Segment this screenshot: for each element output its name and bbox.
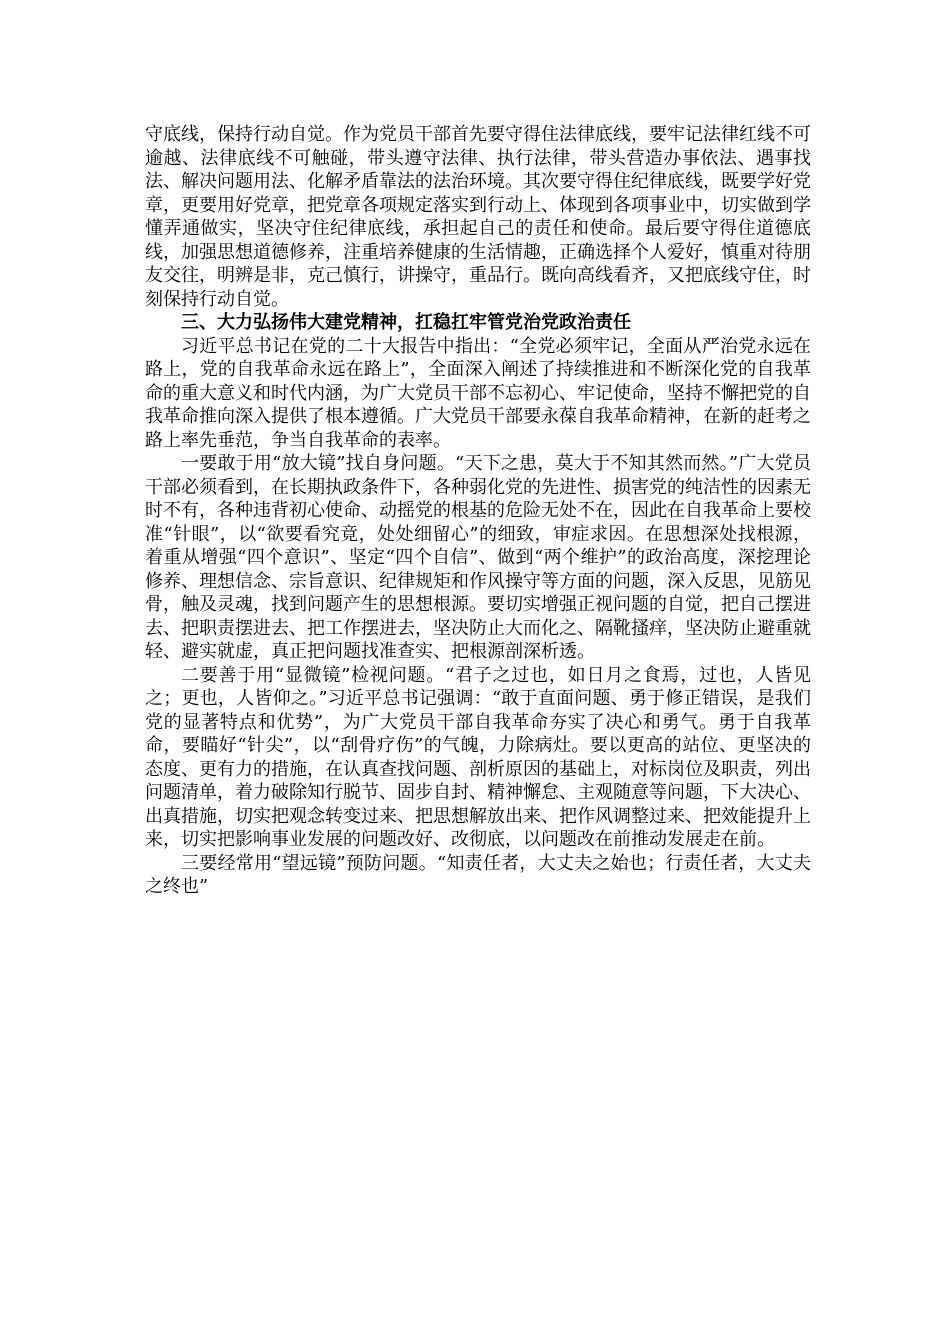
document-body bbox=[145, 123, 811, 899]
paragraph-microscope: 二要善于用“显微镜”检视问题。“君子之过也，如日月之食焉，过也，人皆见之；更也，人皆仰之。”习近平总书记强调：“敢于直面问题、勇于修正错误，是我们党的显著特点和优势”，为广大党员干部自我革命夯实了决心和勇气。勇于自我革命，要瞄好“针尖”，以“刮骨疗伤”的气魄，力除病灶。要以更高的站位、更坚决的态度、更有力的措施，在认真查找问题、剖析原因的基础上，对标岗位及职责，列出问题清单，着力破除知行脱节、固步自封、精神懈怠、主观随意等问题，下大决心、出真措施，切实把观念转变过来、把思想解放出来、把作风调整过来、把效能提升上来，切实把影响事业发展的问题改好、改彻底，以问题改在前推动发展走在前。 bbox=[145, 664, 811, 850]
paragraph-bottom-line: 守底线，保持行动自觉。作为党员干部首先要守得住法律底线，要牢记法律红线不可逾越、法律底线不可触碰，带头遵守法律、执行法律，带头营造办事依法、遇事找法、解决问题用法、化解矛盾靠法的法治环境。其次要守得住纪律底线，既要学好党章，更要用好党章，把党章各项规定落实到行动上、体现到各项事业中，切实做到学懂弄通做实，坚决守住纪律底线，承担起自己的责任和使命。最后要守得住道德底线，加强思想道德修养，注重培养健康的生活情趣，正确选择个人爱好，慎重对待朋友交往，明辨是非，克己慎行，讲操守，重品行。既向高线看齐，又把底线守住，时刻保持行动自觉。 bbox=[145, 124, 811, 310]
paragraph-telescope: 三要经常用“望远镜”预防问题。“知责任者，大丈夫之始也；行责任者，大丈夫之终也” bbox=[145, 852, 811, 897]
section-heading-three: 三、大力弘扬伟大建党精神，扛稳扛牢管党治党政治责任 bbox=[181, 312, 631, 333]
paragraph-magnifying-glass: 一要敢于用“放大镜”找自身问题。“天下之患，莫大于不知其然而然。”广大党员干部必须看到，在长期执政条件下，各种弱化党的先进性、损害党的纯洁性的因素无时不有，各种违背初心使命、动摇党的根基的危险无处不在，因此在自我革命上要校准“针眼”，以“欲要看究竟，处处细留心”的细致，审症求因。在思想深处找根源，着重从增强“四个意识”、坚定“四个自信”、做到“两个维护”的政治高度，深挖理论修养、理想信念、宗旨意识、纪律规矩和作风操守等方面的问题，深入反思，见筋见骨，触及灵魂，找到问题产生的思想根源。要切实增强正视问题的自觉，把自己摆进去、把职责摆进去、把工作摆进去，坚决防止大而化之、隔靴搔痒，坚决防止避重就轻、避实就虚，真正把问题找准查实、把根源剖深析透。 bbox=[145, 453, 811, 662]
paragraph-self-revolution: 习近平总书记在党的二十大报告中指出：“全党必须牢记，全面从严治党永远在路上，党的自我革命永远在路上”，全面深入阐述了持续推进和不断深化党的自我革命的重大意义和时代内涵，为广大党员干部不忘初心、牢记使命，坚持不懈把党的自我革命推向深入提供了根本遵循。广大党员干部要永葆自我革命精神，在新的赶考之路上率先垂范，争当自我革命的表率。 bbox=[145, 335, 811, 451]
